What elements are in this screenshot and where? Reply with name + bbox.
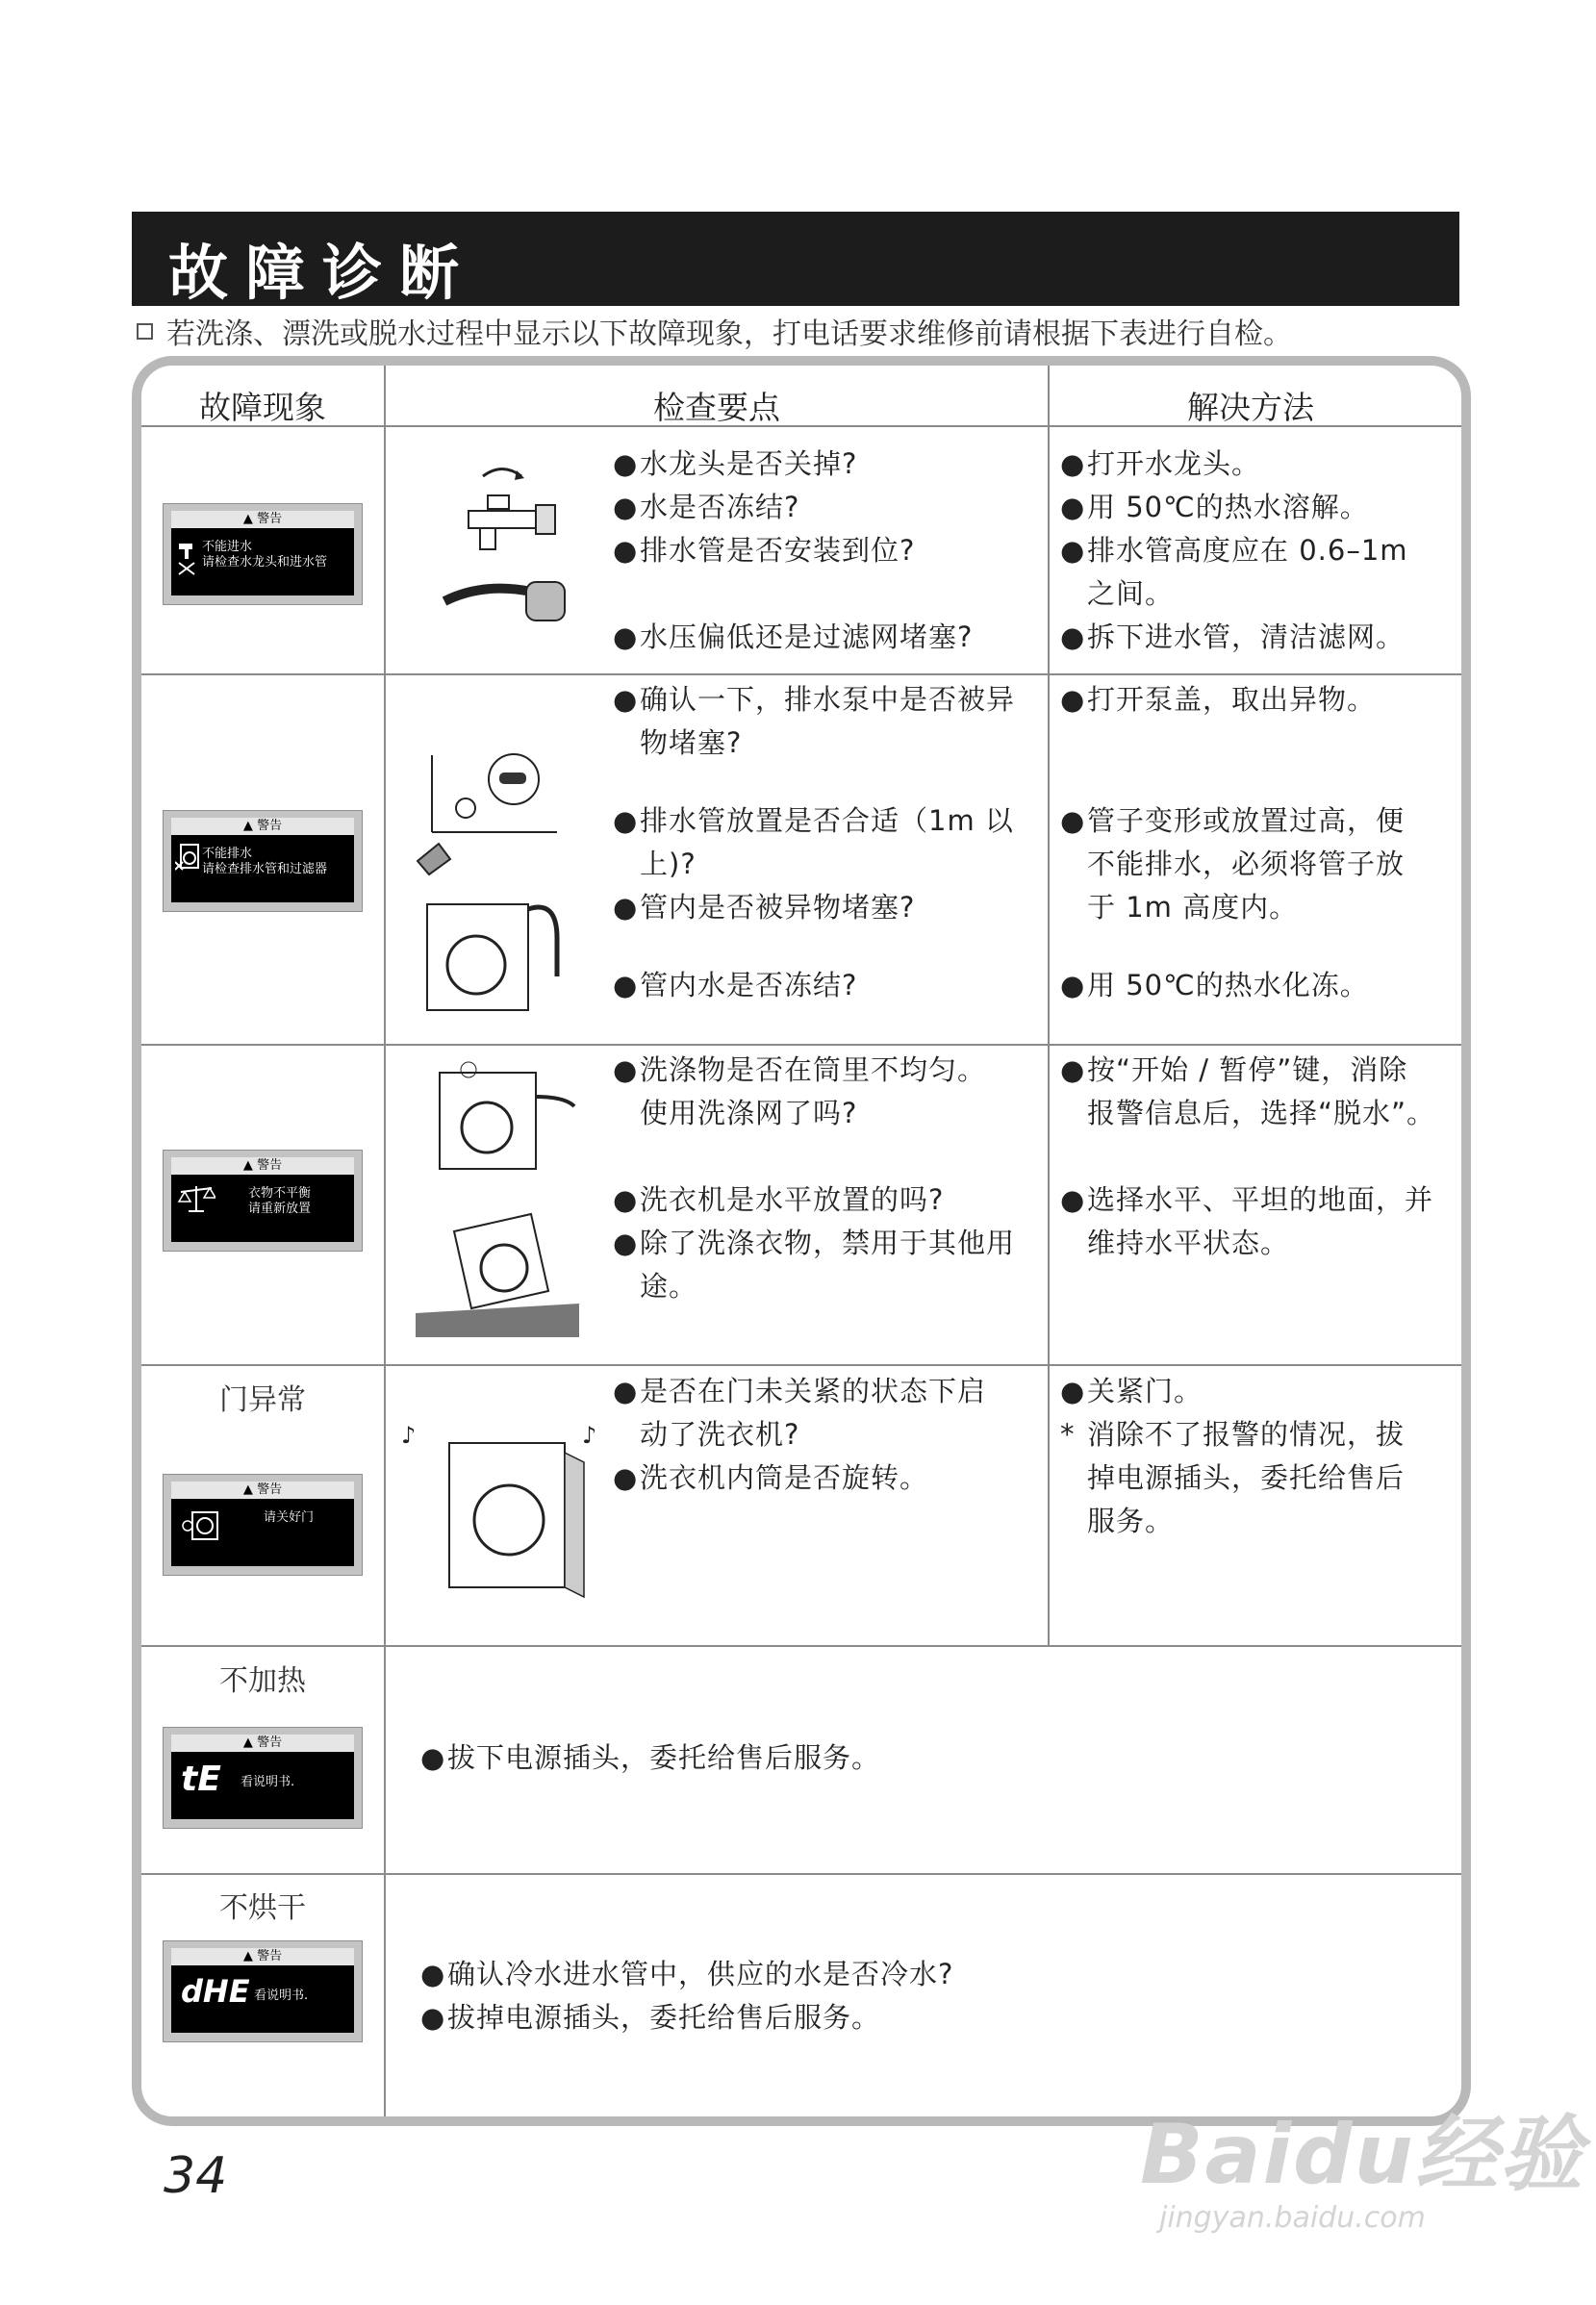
door-icon (179, 1505, 221, 1543)
warning-panel (163, 1940, 363, 2042)
intro-text: 若洗涤、漂洗或脱水过程中显示以下故障现象，打电话要求维修前请根据下表进行自检。 (166, 317, 1292, 351)
row-divider (141, 1873, 1461, 1875)
solution-item: ●打开水龙头。 (1060, 447, 1261, 480)
panel-text: 请关好门 (264, 1510, 315, 1525)
symptom-label: 门异常 (219, 1383, 306, 1417)
balance-scale-icon (177, 1182, 215, 1215)
solution-list (1060, 1370, 1405, 1543)
column-divider (384, 366, 386, 2116)
panel-warning: ▲ 警告 (171, 1948, 354, 1965)
washer-icon (175, 843, 200, 872)
check-list (613, 1370, 986, 1500)
check-list (613, 443, 973, 659)
row-divider (141, 673, 1461, 675)
header-solution: 解决方法 (1187, 389, 1314, 426)
row-divider (141, 1364, 1461, 1366)
page-title: 故障诊断 (168, 238, 477, 308)
column-divider (1048, 366, 1050, 1645)
panel-warning: ▲ 警告 (171, 1735, 354, 1752)
panel-warning: ▲ 警告 (171, 1482, 354, 1499)
solution-item: ●排水管高度应在 0.6–1m 之间。 (1060, 534, 1408, 610)
panel-warning: ▲ 警告 (171, 818, 354, 835)
check-item: ●排水管是否安装到位? (613, 534, 916, 567)
solution-item: ●选择水平、平坦的地面，并 维持水平状态。 (1060, 1183, 1434, 1259)
solution-list (1060, 443, 1408, 659)
solution-item: ●管子变形或放置过高，便 不能排水，必须将管子放 于 1m 高度内。 (1060, 804, 1406, 924)
error-code: dHE (181, 1973, 250, 2010)
check-list (420, 1953, 953, 2039)
unbalanced-washer-illustration (416, 1058, 589, 1347)
panel-text: 不能排水 请检查排水管和过滤器 (202, 847, 328, 876)
diagnosis-table (132, 356, 1471, 2126)
header-check: 检查要点 (653, 389, 780, 426)
square-bullet-icon (137, 323, 153, 340)
check-list (613, 678, 1015, 1007)
panel-text: 看说明书. (254, 1988, 309, 2003)
watermark-brand: Baidu经验 (1140, 2107, 1584, 2203)
check-item: ●确认一下，排水泵中是否被异 物堵塞? (613, 683, 1016, 759)
panel-warning: ▲ 警告 (171, 511, 354, 528)
check-item: ●洗衣机内筒是否旋转。 (613, 1461, 929, 1494)
check-item: ●是否在门未关紧的状态下启 动了洗衣机? (613, 1375, 987, 1451)
solution-list (1060, 678, 1405, 1007)
page-number: 34 (164, 2147, 228, 2205)
header-symptom: 故障现象 (199, 389, 326, 426)
row-divider (141, 1645, 1461, 1647)
check-item: ●除了洗涤衣物，禁用于其他用 途。 (613, 1227, 1016, 1303)
faucet-illustration (430, 457, 584, 649)
svg-text:♪: ♪ (582, 1422, 597, 1449)
solution-item: * 消除不了报警的情况，拔 掉电源插头，委托给售后 服务。 (1060, 1418, 1406, 1537)
check-item: ●水是否冻结? (613, 491, 800, 523)
panel-text: 衣物不平衡 请重新放置 (248, 1186, 312, 1216)
symptom-label: 不加热 (219, 1664, 306, 1698)
check-item: ●拔掉电源插头，委托给售后服务。 (420, 2001, 881, 2034)
solution-item: ●用 50℃的热水化冻。 (1060, 969, 1369, 1001)
warning-panel (163, 810, 363, 912)
svg-text:♪: ♪ (401, 1422, 417, 1449)
check-item: ●拔下电源插头，委托给售后服务。 (420, 1741, 881, 1774)
check-item: ●排水管放置是否合适（1m 以 上)? (613, 804, 1014, 880)
panel-text: 看说明书. (241, 1775, 295, 1789)
intro-line (137, 310, 1292, 352)
warning-panel (163, 1150, 363, 1252)
symptom-label: 不烘干 (219, 1891, 306, 1925)
check-item: ●水压偏低还是过滤网堵塞? (613, 621, 974, 653)
title-bar (132, 212, 1459, 306)
check-item: ●洗涤物是否在筒里不均匀。 使用洗涤网了吗? (613, 1053, 987, 1129)
check-item: ●确认冷水进水管中，供应的水是否冷水? (420, 1958, 954, 1990)
error-code: tE (181, 1760, 221, 1799)
panel-warning: ▲ 警告 (171, 1157, 354, 1175)
faucet-icon (177, 540, 198, 578)
row-divider (141, 1044, 1461, 1046)
warning-panel (163, 503, 363, 605)
warning-panel (163, 1727, 363, 1829)
solution-item: ●关紧门。 (1060, 1375, 1203, 1407)
solution-item: ●用 50℃的热水溶解。 (1060, 491, 1369, 523)
solution-item: ●打开泵盖，取出异物。 (1060, 683, 1377, 716)
check-list (613, 1049, 1015, 1308)
drain-pump-illustration (413, 736, 586, 1025)
check-item: ●水龙头是否关掉? (613, 447, 858, 480)
door-open-washer-illustration (401, 1414, 603, 1607)
solution-item: ●按“开始 / 暂停”键，消除 报警信息后，选择“脱水”。 (1060, 1053, 1436, 1129)
solution-list (1060, 1049, 1435, 1265)
watermark-url: jingyan.baidu.com (1159, 2201, 1426, 2235)
check-item: ●管内是否被异物堵塞? (613, 891, 916, 924)
watermark (1140, 2088, 1584, 2235)
panel-text: 不能进水 请检查水龙头和进水管 (202, 540, 328, 570)
check-item: ●洗衣机是水平放置的吗? (613, 1183, 945, 1216)
solution-item: ●拆下进水管，清洁滤网。 (1060, 621, 1406, 653)
check-list (420, 1736, 880, 1780)
warning-panel (163, 1474, 363, 1576)
check-item: ●管内水是否冻结? (613, 969, 858, 1001)
